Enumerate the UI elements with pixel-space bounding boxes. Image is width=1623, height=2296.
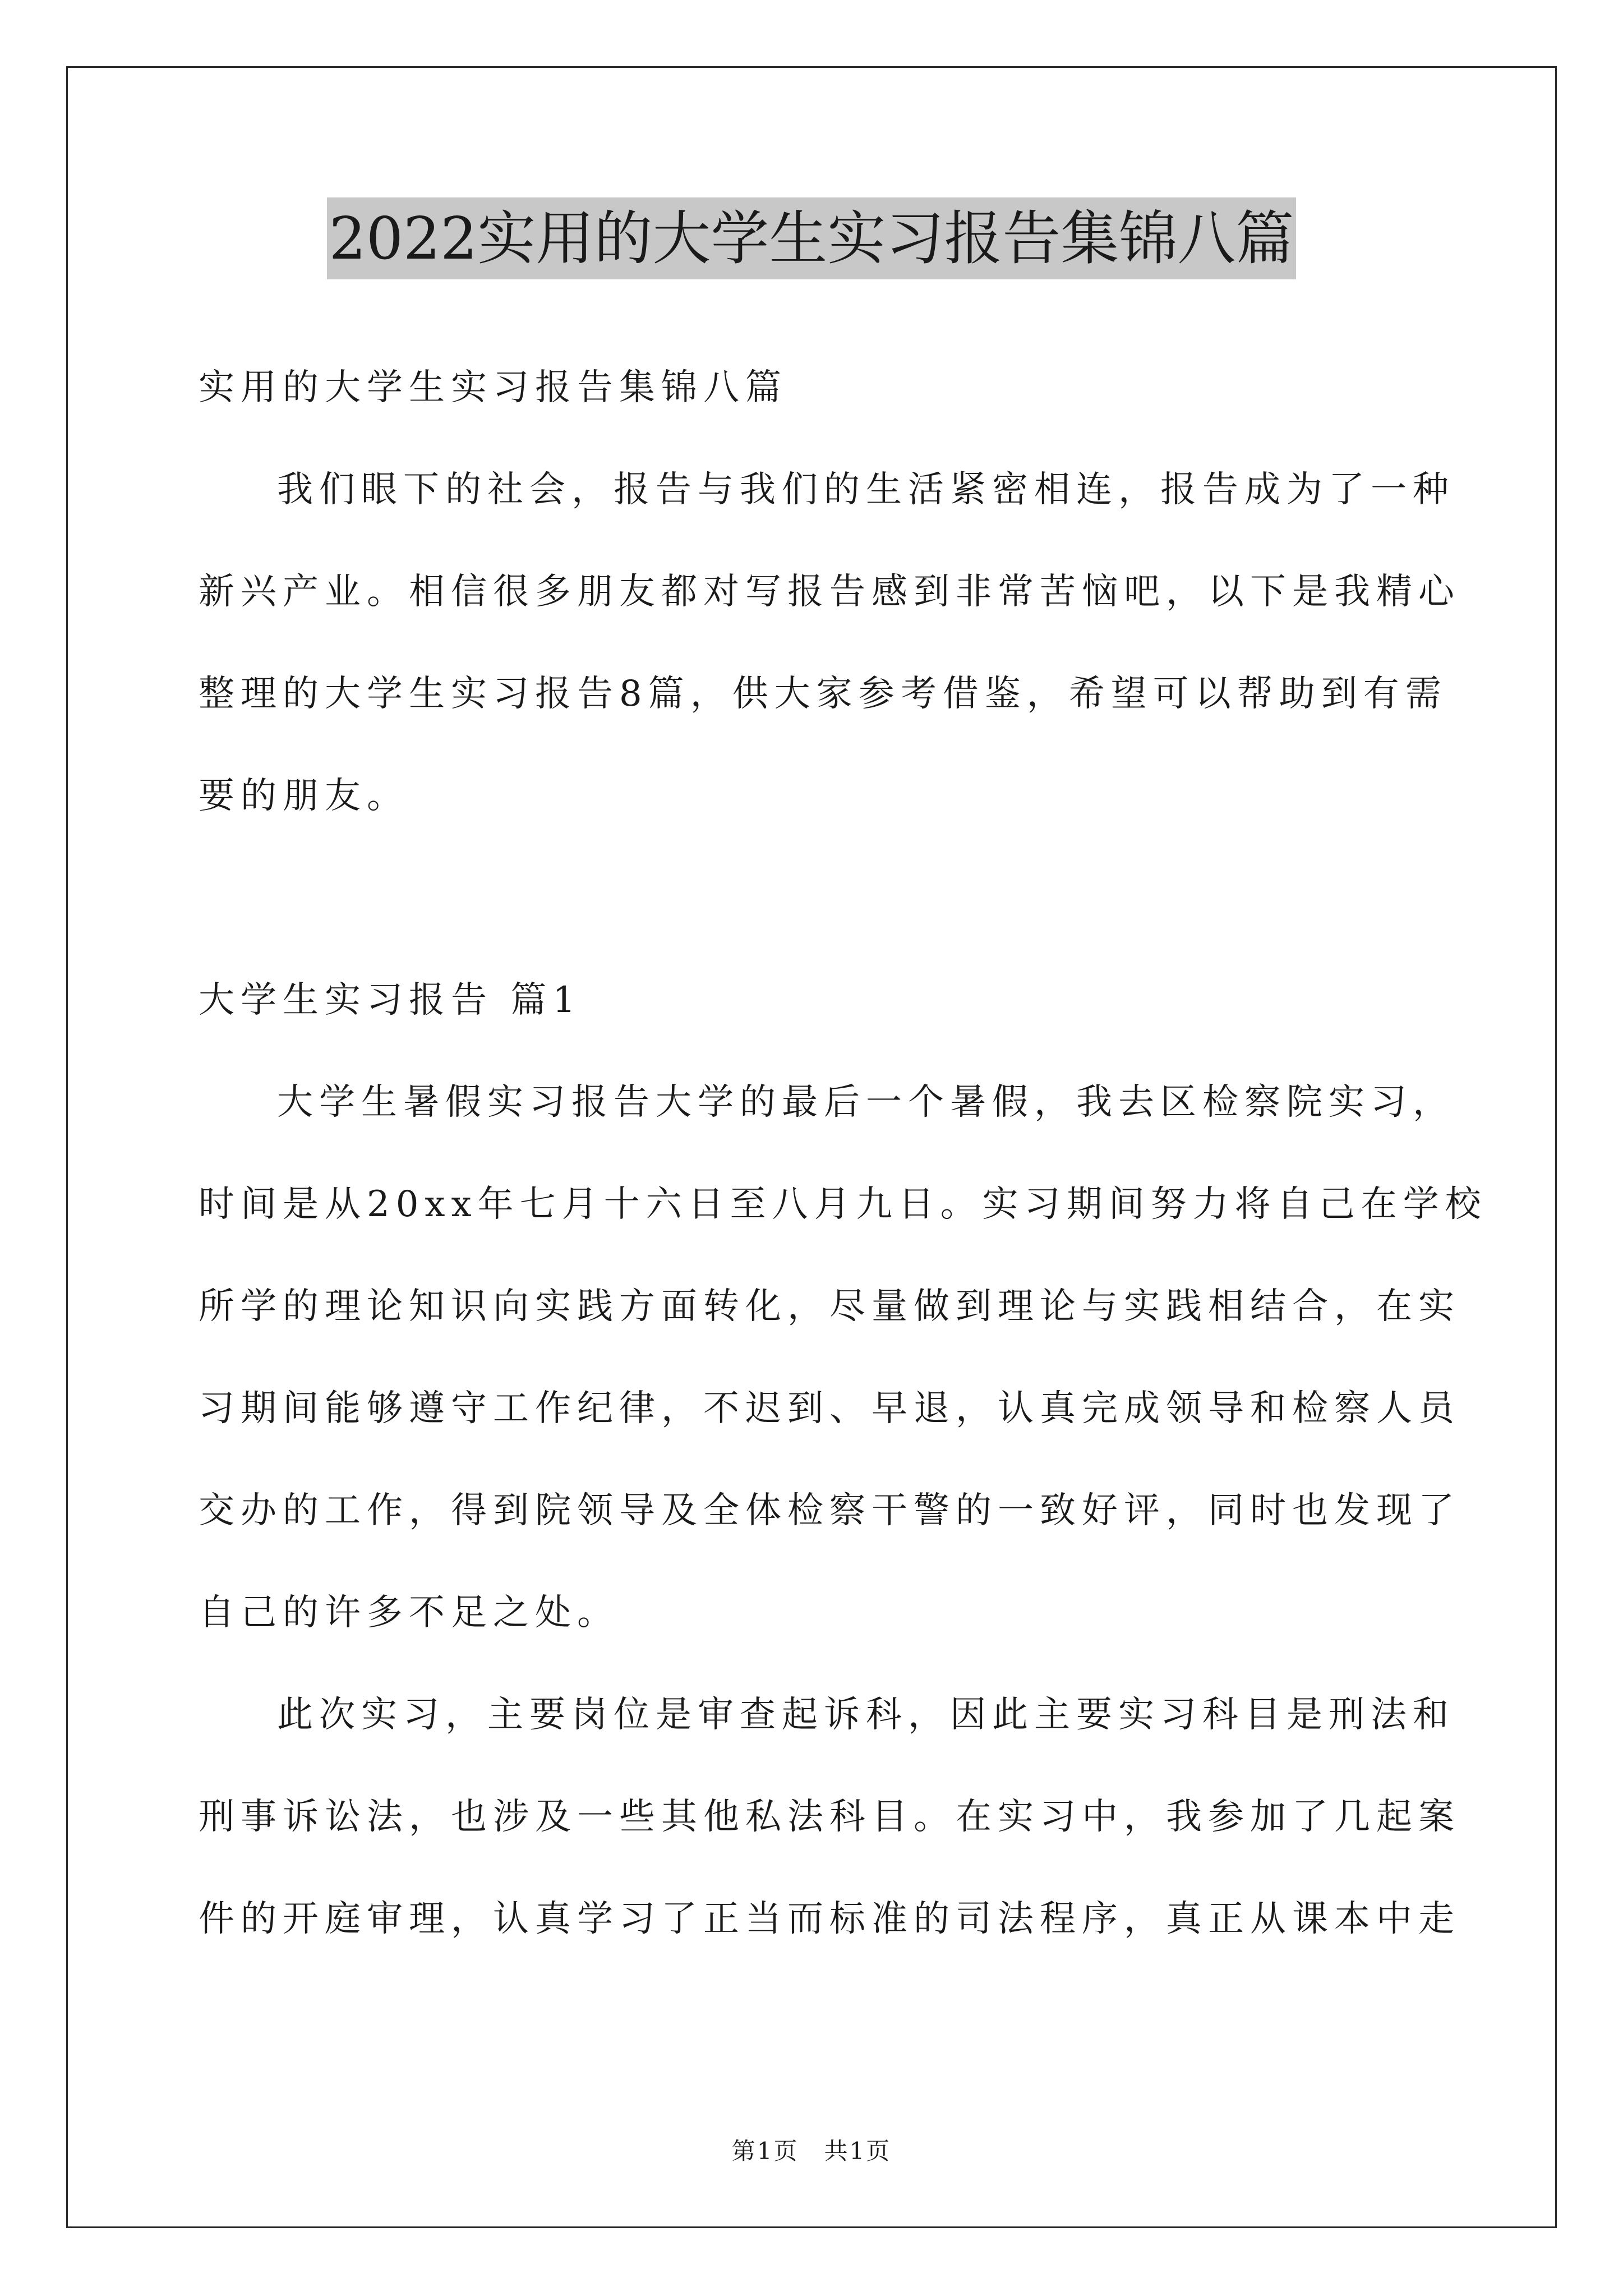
paragraph-line: 此次实习，主要岗位是审查起诉科，因此主要实习科目是刑法和 xyxy=(277,1694,1455,1736)
paragraph-gap xyxy=(199,847,1427,949)
paragraph-line: 刑事诉讼法，也涉及一些其他私法科目。在实习中，我参加了几起案 xyxy=(199,1796,1460,1838)
page-number-footer: 第1页 共1页 xyxy=(731,2137,892,2165)
paragraph-line: 所学的理论知识向实践方面转化，尽量做到理论与实践相结合，在实 xyxy=(199,1286,1460,1327)
paragraph-line: 大学生暑假实习报告大学的最后一个暑假，我去区检察院实习， xyxy=(277,1082,1455,1123)
document-title: 2022实用的大学生实习报告集锦八篇 xyxy=(327,197,1297,279)
document-body xyxy=(199,337,1487,1970)
intro-line: 我们眼下的社会，报告与我们的生活紧密相连，报告成为了一种 xyxy=(277,469,1455,510)
paragraph-line: 习期间能够遵守工作纪律，不迟到、早退，认真完成领导和检察人员 xyxy=(199,1388,1460,1429)
paragraph-line: 件的开庭审理，认真学习了正当而标准的司法程序，真正从课本中走 xyxy=(199,1898,1460,1940)
paragraph-line: 自己的许多不足之处。 xyxy=(199,1592,619,1634)
section-heading: 大学生实习报告 篇1 xyxy=(199,979,582,1021)
title-block xyxy=(0,197,1623,279)
intro-line: 新兴产业。相信很多朋友都对写报告感到非常苦恼吧，以下是我精心 xyxy=(199,571,1460,613)
document-subtitle: 实用的大学生实习报告集锦八篇 xyxy=(199,367,787,408)
paragraph-line: 时间是从20xx年七月十六日至八月九日。实习期间努力将自己在学校 xyxy=(199,1184,1487,1225)
intro-line: 整理的大学生实习报告8篇，供大家参考借鉴，希望可以帮助到有需 xyxy=(199,673,1447,715)
paragraph-line: 交办的工作，得到院领导及全体检察干警的一致好评，同时也发现了 xyxy=(199,1490,1460,1531)
intro-line: 要的朋友。 xyxy=(199,775,409,817)
